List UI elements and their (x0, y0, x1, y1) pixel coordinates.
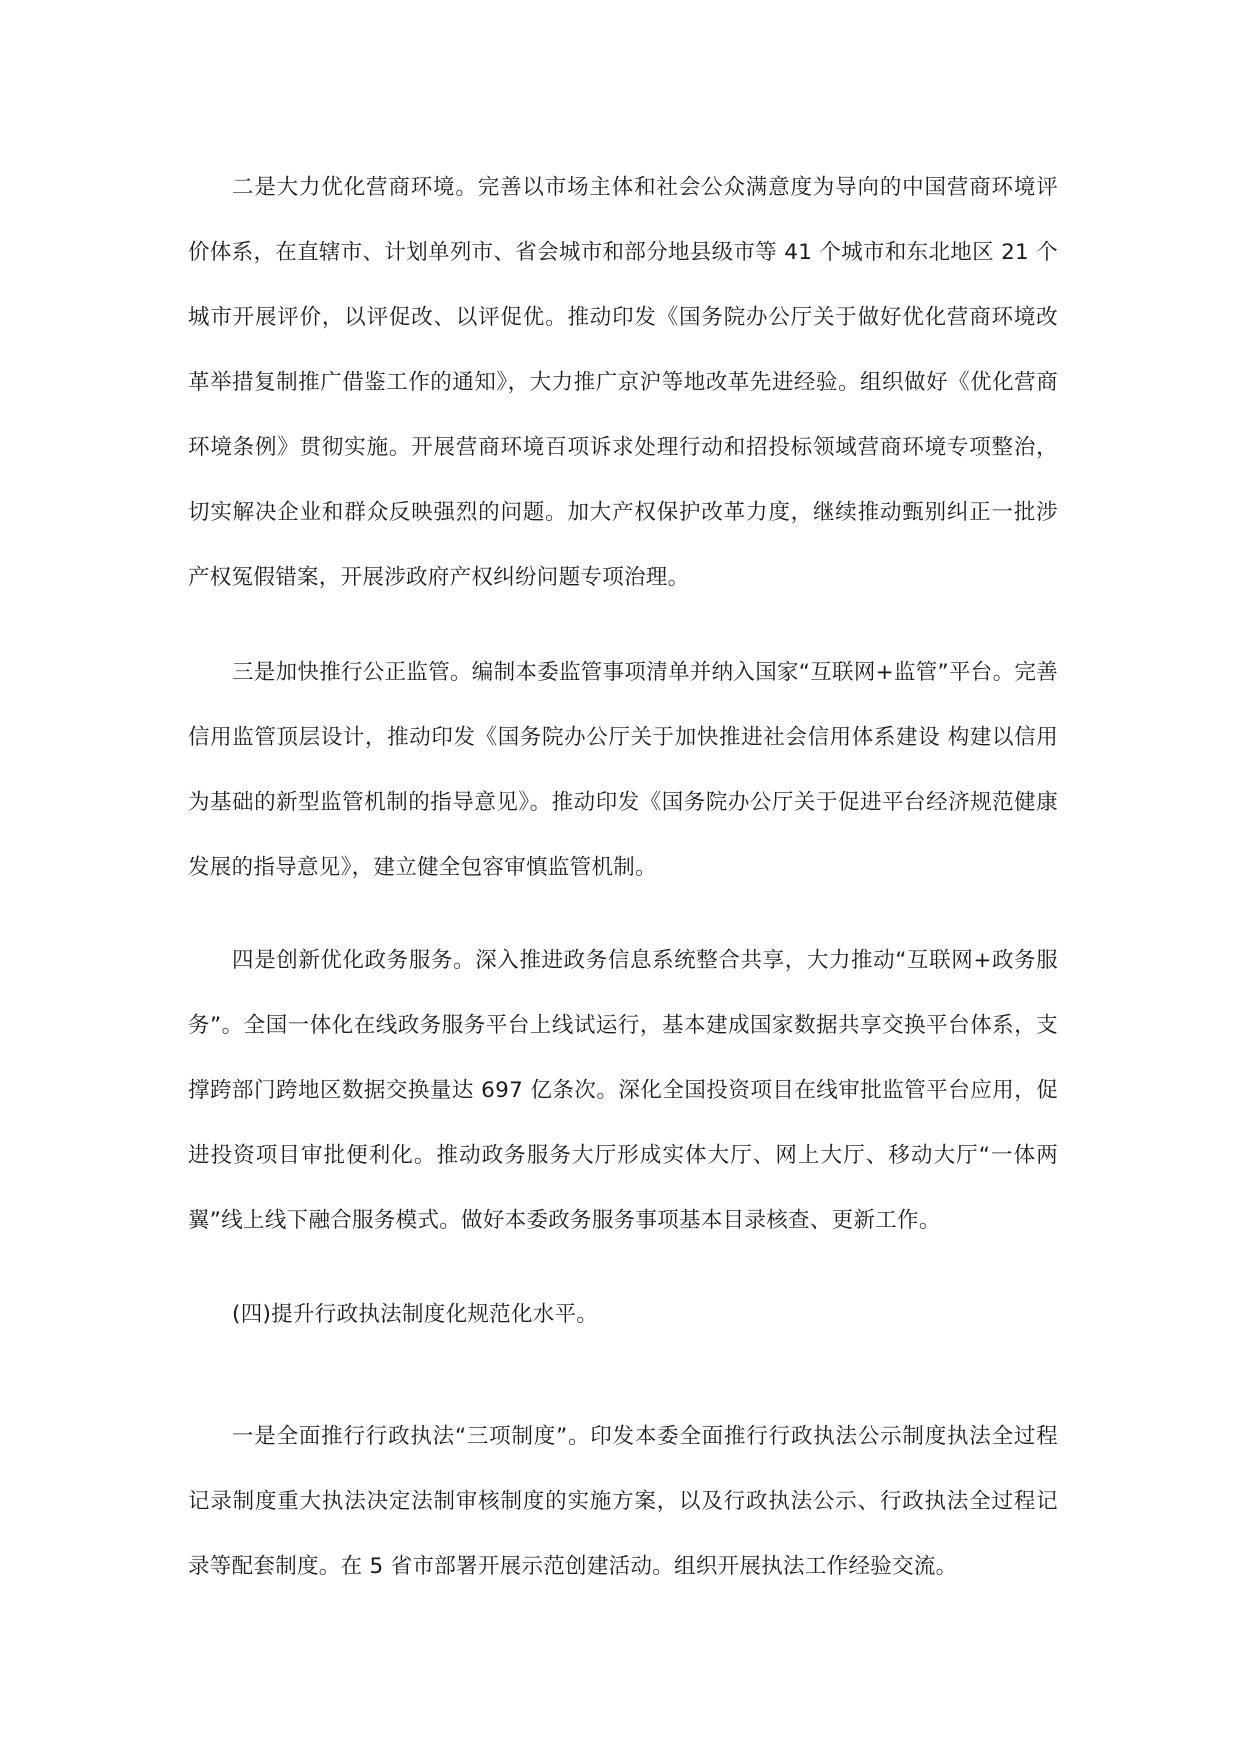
paragraph-business-environment: 二是大力优化营商环境。完善以市场主体和社会公众满意度为导向的中国营商环境评价体系，在直辖市、计划单列市、省会城市和部分地县级市等 41 个城市和东北地区 21 个城市开展评价，以评促改、以评促优。推动印发《国务院办公厅关于做好优化营商环境改革举措复制推广借鉴工作的通知》，大力推广京沪等地改革先进经验。组织做好《优化营商环境条例》贯彻实施。开展营商环境百项诉求处理行动和招投标领域营商环境专项整治，切实解决企业和群众反映强烈的问题。加大产权保护改革力度，继续推动甄别纠正一批涉产权冤假错案，开展涉政府产权纠纷问题专项治理。 (188, 175, 1058, 590)
paragraph-fair-supervision: 三是加快推行公正监管。编制本委监管事项清单并纳入国家“互联网+监管”平台。完善信用监管顶层设计，推动印发《国务院办公厅关于加快推进社会信用体系建设 构建以信用为基础的新型监管机制的指导意见》。推动印发《国务院办公厅关于促进平台经济规范健康发展的指导意见》，建立健全包容审慎监管机制。 (188, 660, 1058, 880)
section-heading-law-enforcement: (四)提升行政执法制度化规范化水平。 (232, 1302, 599, 1327)
paragraph-three-systems: 一是全面推行行政执法“三项制度”。印发本委全面推行行政执法公示制度执法全过程记录制度重大执法决定法制审核制度的实施方案，以及行政执法公示、行政执法全过程记录等配套制度。在 5 省市部署开展示范创建活动。组织开展执法工作经验交流。 (188, 1424, 1058, 1579)
paragraph-government-services: 四是创新优化政务服务。深入推进政务信息系统整合共享，大力推动“互联网+政务服务”。全国一体化在线政务服务平台上线试运行，基本建成国家数据共享交换平台体系，支撑跨部门跨地区数据交换量达 697 亿条次。深化全国投资项目在线审批监管平台应用，促进投资项目审批便利化。推动政务服务大厅形成实体大厅、网上大厅、移动大厅“一体两翼”线上线下融合服务模式。做好本委政务服务事项基本目录核查、更新工作。 (188, 948, 1058, 1233)
